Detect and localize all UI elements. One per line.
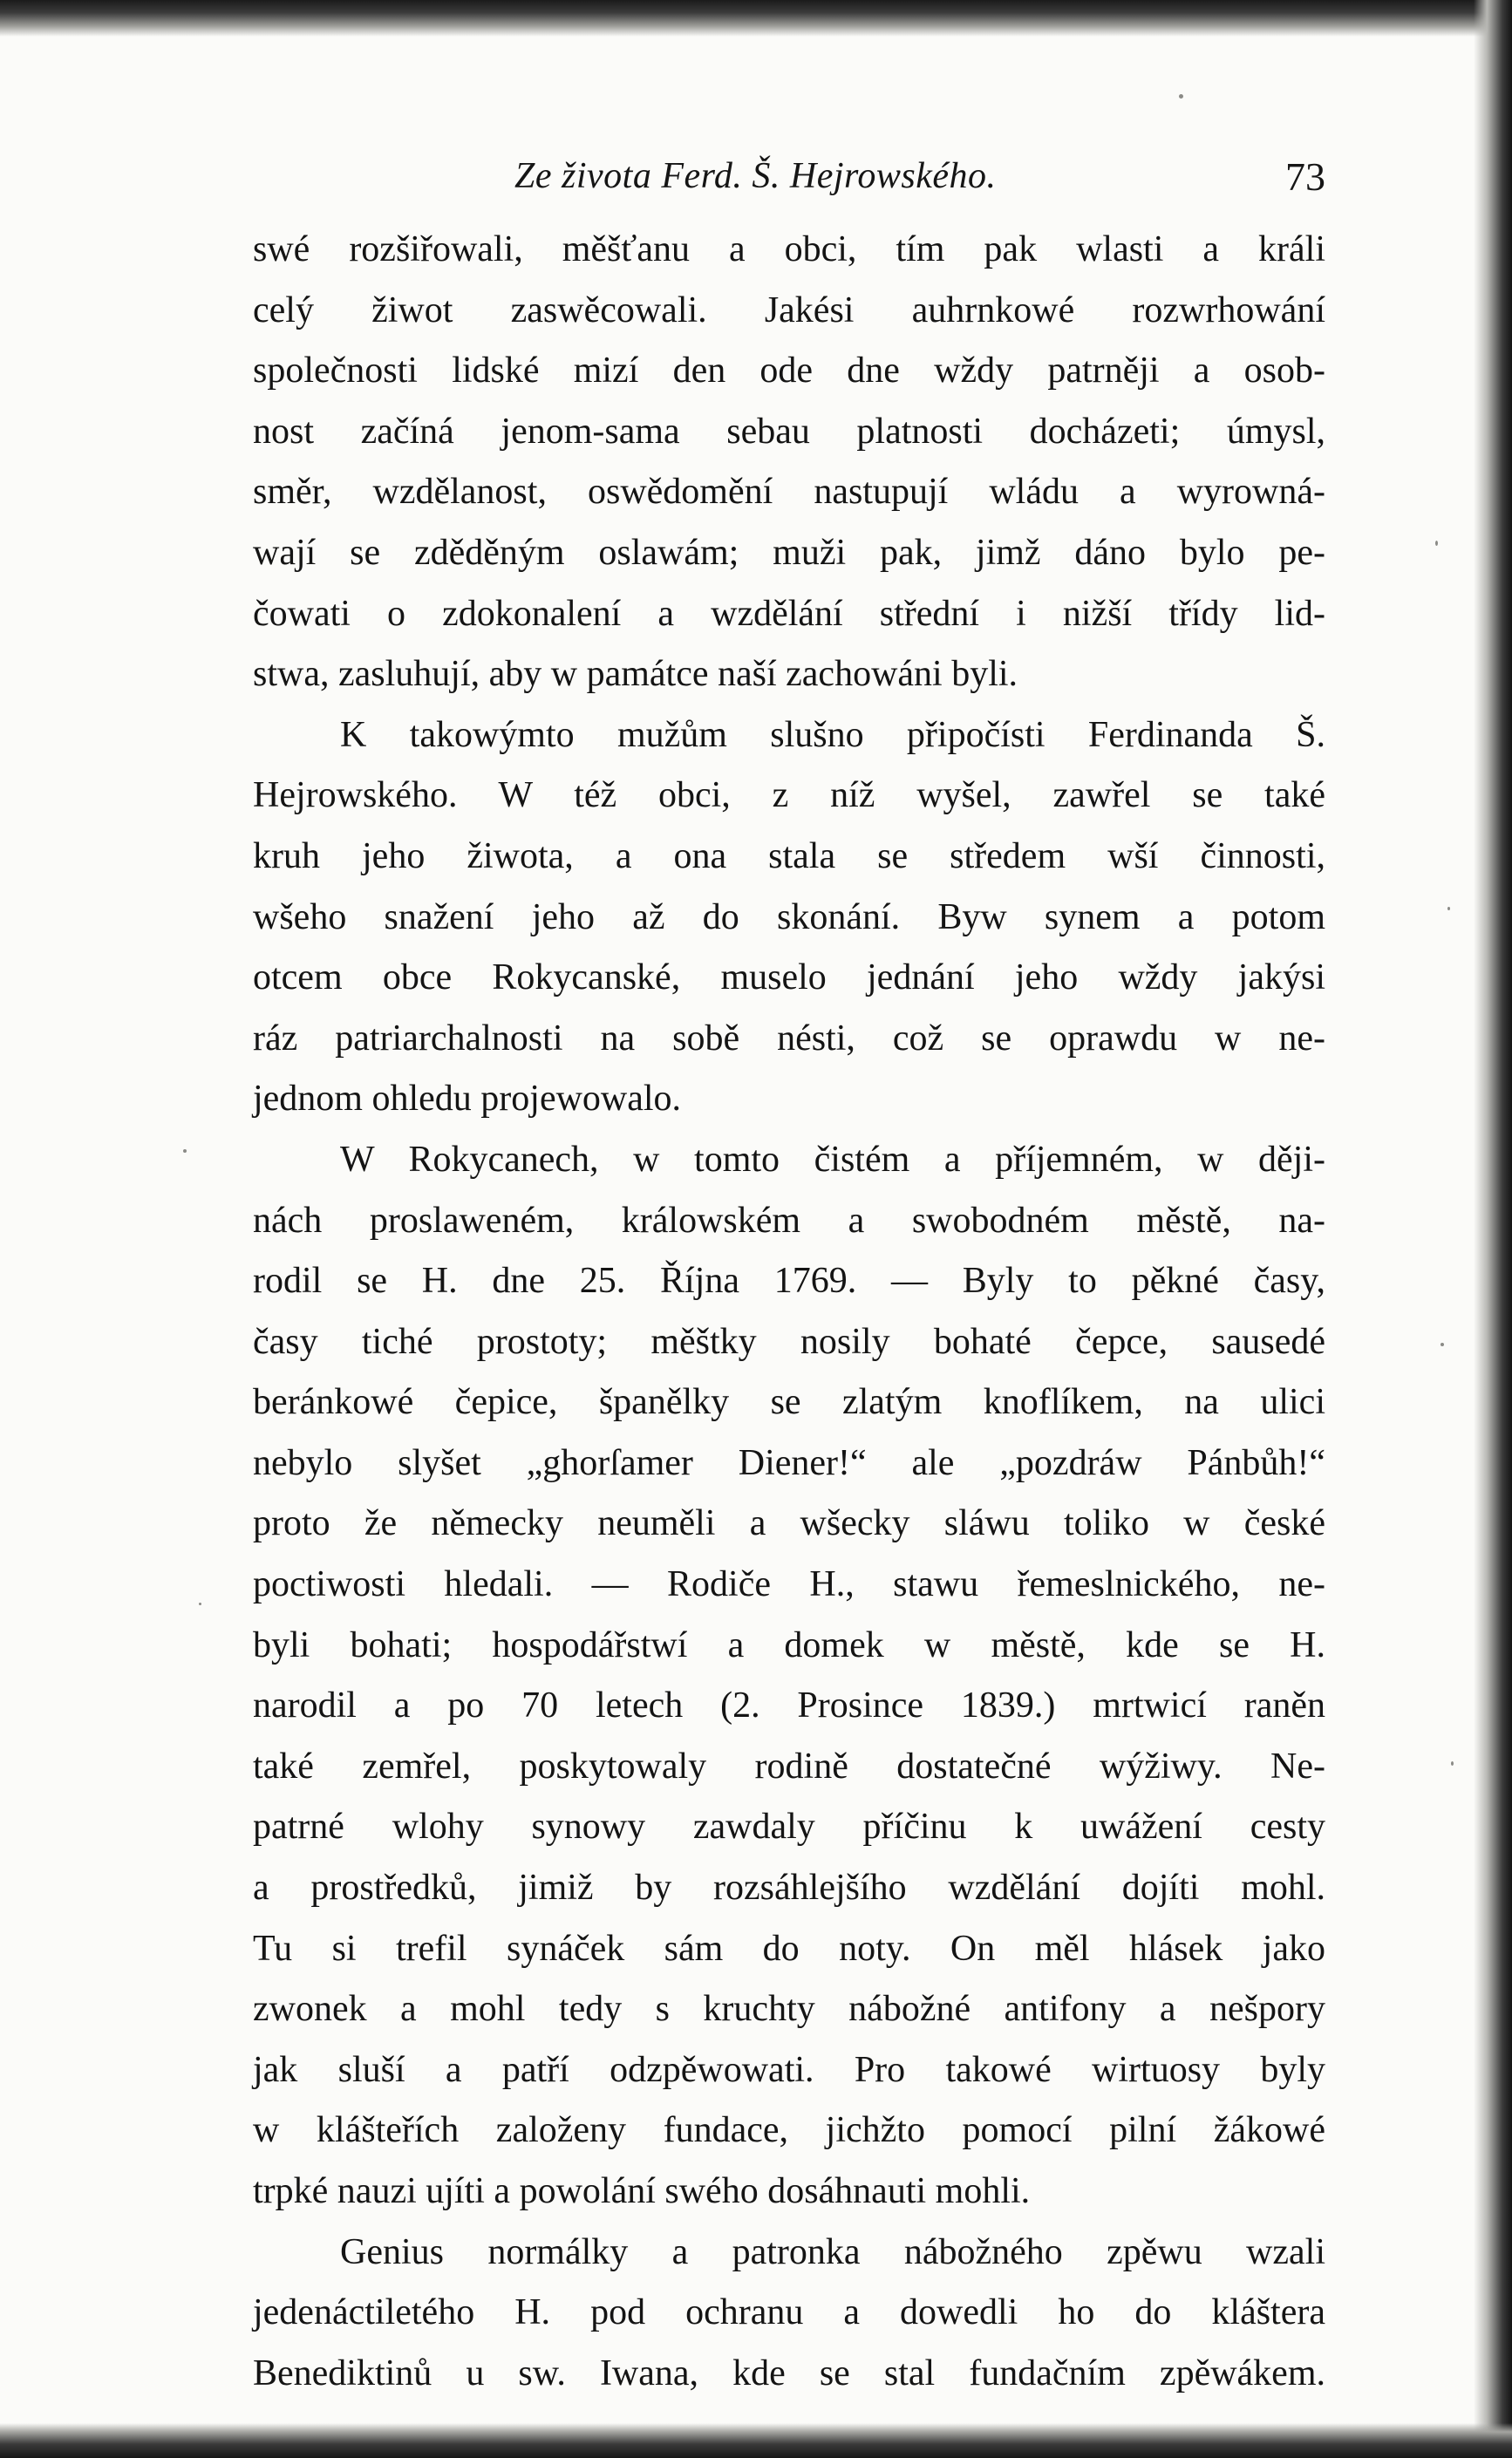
scan-right-edge — [1474, 0, 1512, 2458]
text-line: narodil a po 70 letech (2. Prosince 1839.) mrtwicí raněn — [253, 1685, 1325, 1726]
text-line: společnosti lidské mizí den ode dne wždy patrněji a osob- — [253, 351, 1325, 392]
paper-speck — [1447, 907, 1450, 910]
text-line: nebylo slyšet „ghorſamer Diener!“ ale „pozdráw Pánbůh!“ — [253, 1442, 1325, 1483]
running-title: Ze života Ferd. Š. Hejrowského. — [514, 156, 997, 196]
text-line: beránkowé čepice, španělky se zlatým knoflíkem, na ulici — [253, 1382, 1325, 1423]
text-line: jak sluší a patří odzpěwowati. Pro takowé wirtuosy byly — [253, 2049, 1325, 2090]
text-line: směr, wzdělanost, oswědomění nastupují wládu a wyrowná- — [253, 472, 1325, 513]
text-line: kruh jeho žiwota, a ona stala se středem wší činnosti, — [253, 835, 1325, 876]
text-line: nách proslaweném, králowském a swobodném městě, na- — [253, 1200, 1325, 1241]
text-line: wšeho snažení jeho až do skonání. Byw synem a potom — [253, 896, 1325, 937]
text-line: čowati o zdokonalení a wzdělání střední i nižší třídy lid- — [253, 593, 1325, 634]
text-line: byli bohati; hospodářstwí a domek w městě, kde se H. — [253, 1624, 1325, 1665]
text-line: ráz patriarchalnosti na sobě nésti, což se oprawdu w ne- — [253, 1018, 1325, 1059]
text-line: jednom ohledu projewowalo. — [253, 1079, 682, 1120]
text-line: také zemřel, poskytowaly rodině dostatečné wýžiwy. Ne- — [253, 1746, 1325, 1787]
text-line: zwonek a mohl tedy s kruchty nábožné antifony a nešpory — [253, 1989, 1325, 2030]
paper-speck — [183, 1149, 187, 1153]
paper-speck — [1179, 94, 1183, 99]
text-line: Genius normálky a patronka nábožného zpěwu wzali — [340, 2231, 1325, 2272]
scan-top-edge — [0, 0, 1512, 37]
running-head — [253, 155, 1325, 216]
text-line: a prostředků, jimiž by rozsáhlejšího wzdělání dojíti mohl. — [253, 1868, 1325, 1909]
text-line: Tu si trefil synáček sám do noty. On měl hlásek jako — [253, 1928, 1325, 1969]
text-line: celý žiwot zaswěcowali. Jakési auhrnkowé rozwrhowání — [253, 289, 1325, 330]
text-line: otcem obce Rokycanské, muselo jednání jeho wždy jakýsi — [253, 957, 1325, 998]
text-line: W Rokycanech, w tomto čistém a příjemném, w ději- — [340, 1139, 1325, 1180]
text-line: proto že německy neuměli a wšecky sláwu toliko w české — [253, 1503, 1325, 1544]
text-line: Hejrowského. W též obci, z níž wyšel, zawřel se také — [253, 775, 1325, 816]
paper-speck — [1435, 541, 1438, 546]
text-line: Benediktinů u sw. Iwana, kde se stal fundačním zpěwákem. — [253, 2352, 1325, 2393]
text-line: nost začíná jenom-sama sebau platnosti docházeti; úmysl, — [253, 411, 1325, 452]
text-line: rodil se H. dne 25. Října 1769. — Byly to pěkné časy, — [253, 1261, 1325, 1302]
paper-speck — [1440, 1343, 1444, 1346]
paper-speck — [1451, 1761, 1454, 1766]
text-line: patrné wlohy synowy zawdaly příčinu k uwážení cesty — [253, 1807, 1325, 1848]
body-text — [253, 220, 1325, 2404]
text-line: stwa, zasluhují, aby w památce naší zachowáni byli. — [253, 654, 1018, 695]
text-line: K takowýmto mužům slušno připočísti Ferdinanda Š. — [340, 714, 1325, 755]
scan-bottom-edge — [0, 2423, 1512, 2458]
text-line: w klášteřích založeny fundace, jichžto pomocí pilní žákowé — [253, 2110, 1325, 2151]
text-line: časy tiché prostoty; měštky nosily bohaté čepce, sausedé — [253, 1321, 1325, 1362]
text-line: swé rozšiřowali, měšťanu a obci, tím pak wlasti a králi — [253, 229, 1325, 269]
paper-speck — [199, 1603, 201, 1605]
text-line: poctiwosti hledali. — Rodiče H., stawu řemeslnického, ne- — [253, 1564, 1325, 1605]
text-line: jedenáctiletého H. pod ochranu a dowedli ho do kláštera — [253, 2292, 1325, 2333]
page-number: 73 — [1285, 154, 1325, 199]
text-line: wají se zděděným oslawám; muži pak, jimž dáno bylo pe- — [253, 532, 1325, 573]
text-line: trpké nauzi ujíti a powolání swého dosáhnauti mohli. — [253, 2171, 1031, 2211]
